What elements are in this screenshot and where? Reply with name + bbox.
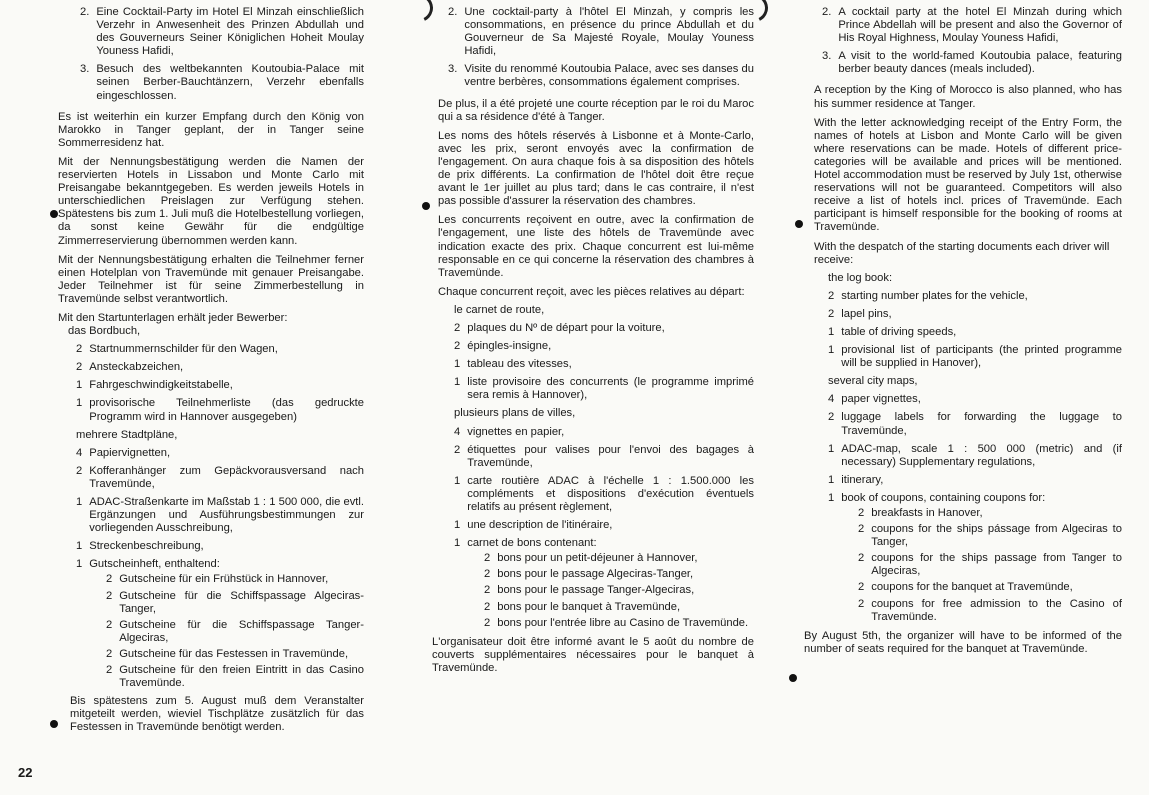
list-item: 1 liste provisoire des concurrents (le programme imprimé sera remis à Hannover), (454, 376, 754, 402)
page-number: 22 (18, 765, 33, 780)
paragraph: Les concurrents reçoivent en outre, avec la confirmation de l'engagement, une liste des hôtels de Travemünde avec indication exacte des prix. Chaque concurrent est lui-même responsable en ce qui concerne la réservation des chambres à Travemünde. (438, 214, 754, 279)
list-item: the log book: (828, 271, 893, 284)
list-item: 1 ADAC-Straßenkarte im Maßstab 1 : 1 500 000, die evtl. Ergänzungen und Ausführungsbestimmungen zur vorliegenden Ausschreibung, (76, 496, 364, 535)
coupon-item: 2 Gutscheine für die Schiffspassage Tanger-Algeciras, (106, 618, 364, 644)
bullet-dot (789, 674, 797, 682)
coupon-item: 2 bons pour un petit-déjeuner à Hannover, (484, 552, 698, 565)
final-note: By August 5th, the organizer will have to be informed of the number of seats required for the banquet at Travemünde. (804, 629, 1122, 655)
list-item: 1 Streckenbeschreibung, (76, 540, 204, 553)
french-column (432, 6, 754, 681)
list-item: 4 paper vignettes, (828, 393, 921, 406)
list-item: 2 étiquettes pour valises pour l'envoi des bagages à Travemünde, (454, 443, 754, 469)
coupon-item: 2 bons pour l'entrée libre au Casino de Travemünde. (484, 616, 749, 629)
coupon-item: 2 Gutscheine für das Festessen in Travemünde, (106, 647, 349, 660)
numbered-item: 3. A visit to the world-famed Koutoubia palace, featuring berber beauty dances (meals included). (822, 50, 1122, 76)
list-item: 1 une description de l'itinéraire, (454, 519, 613, 532)
list-item: 4 vignettes en papier, (454, 425, 565, 438)
list-intro: Chaque concurrent reçoit, avec les pièces relatives au départ: (438, 285, 745, 298)
coupon-item: 2 Gutscheine für die Schiffspassage Algeciras-Tanger, (106, 589, 364, 615)
paragraph: Mit der Nennungsbestätigung erhalten die Teilnehmer ferner einen Hotelplan von Travemünde mit genauer Preisangabe. Jeder Teilnehmer ist für seine Zimmerbestellung in Travemünde selbst verantwortlich. (58, 253, 364, 305)
list-item: 2 plaques du Nº de départ pour la voiture, (454, 321, 665, 334)
list-item: 1 book of coupons, containing coupons for: (828, 491, 1046, 504)
document-list (828, 272, 1122, 624)
list-item: several city maps, (828, 375, 918, 388)
list-item: 2 luggage labels for forwarding the luggage to Travemünde, (828, 411, 1122, 437)
list-item: 2 épingles-insigne, (454, 340, 552, 353)
paragraph: Es ist weiterhin ein kurzer Empfang durch den König von Marokko in Tanger geplant, der in Tanger seine Sommerresidenz hat. (58, 110, 364, 149)
coupon-item: 2 Gutscheine für ein Frühstück in Hannover, (106, 573, 329, 586)
list-item: 1 provisional list of participants (the printed programme will be supplied in Hanover), (828, 344, 1122, 370)
list-item: 1 Fahrgeschwindigkeitstabelle, (76, 379, 233, 392)
coupon-item: 2 breakfasts in Hanover, (858, 507, 983, 519)
list-item: 1 tableau des vitesses, (454, 358, 572, 371)
final-note: L'organisateur doit être informé avant le 5 août du nombre de couverts supplémentaires nécessaires pour le banquet à Travemünde. (432, 635, 754, 674)
list-intro: Mit den Startunterlagen erhält jeder Bewerber: (58, 311, 288, 324)
numbered-item: 2. Eine Cocktail-Party im Hotel El Minzah einschließlich Verzehr in Anwesenheit des Prinzen Abdullah und des Gouverneurs Seiner Königlichen Hoheit Moulay Youness Hafidi, (80, 6, 364, 58)
german-column (44, 6, 364, 741)
list-item: 2 Ansteckabzeichen, (76, 361, 184, 374)
coupon-list (484, 552, 754, 629)
list-item: mehrere Stadtpläne, (76, 428, 178, 441)
list-intro: With the despatch of the starting documents each driver will receive: (814, 240, 1110, 266)
bullet-dot (422, 202, 430, 210)
list-item: 1 provisorische Teilnehmerliste (das gedruckte Programm wird in Hannover ausgegeben) (76, 397, 364, 423)
final-note: Bis spätestens zum 5. August muß dem Veranstalter mitgeteilt werden, wieviel Tischplätze zusätzlich für das Festessen in Travemünde benötigt werden. (70, 695, 364, 734)
list-item: das Bordbuch, (68, 325, 141, 338)
list-item: 2 lapel pins, (828, 307, 892, 320)
numbered-item: 2. Une cocktail-party à l'hôtel El Minzah, y compris les consommations, en présence du prince Abdullah et du Gouverneur de Sa Majesté Royale, Moulay Youness Hafidi, (448, 6, 754, 58)
list-item: 4 Papiervignetten, (76, 446, 171, 459)
document-list (454, 304, 754, 630)
paragraph: A reception by the King of Morocco is also planned, who has his summer residence at Tanger. (814, 84, 1122, 110)
english-column (800, 6, 1122, 662)
coupon-list (106, 573, 364, 690)
list-item: 1 carte routière ADAC à l'échelle 1 : 1.500.000 les compléments et dispositions d'exécution éventuels relatifs au présent règlement, (454, 474, 754, 513)
coupon-item: 2 bons pour le passage Algeciras-Tanger, (484, 568, 694, 581)
document-list (68, 325, 364, 690)
coupon-list (858, 507, 1122, 624)
list-item: 1 table of driving speeds, (828, 325, 957, 338)
numbered-item: 3. Visite du renommé Koutoubia Palace, avec ses danses du ventre berbères, consommations également comprises. (448, 63, 754, 89)
coupon-item: 2 Gutscheine für den freien Eintritt in das Casino Travemünde. (106, 664, 364, 690)
list-item: 1 ADAC-map, scale 1 : 500 000 (metric) and (if necessary) Supplementary regulations, (828, 442, 1122, 468)
coupon-item: 2 coupons for the ships pássage from Algeciras to Tanger, (858, 523, 1122, 549)
list-item: 2 starting number plates for the vehicle, (828, 289, 1028, 302)
coupon-item: 2 bons pour le passage Tanger-Algeciras, (484, 584, 695, 597)
list-item: le carnet de route, (454, 303, 545, 316)
coupon-item: 2 coupons for free admission to the Casino of Travemünde. (858, 597, 1122, 623)
coupon-item: 2 coupons for the banquet at Travemünde, (858, 581, 1073, 594)
list-item: plusieurs plans de villes, (454, 407, 576, 420)
paragraph: With the letter acknowledging receipt of the Entry Form, the names of hotels at Lisbon and Monte Carlo will be given where reservations can be made. Hotels of different price-categories will be available and prices will be mentioned. Hotel accommodation must be reserved by July 1st, otherwise reservations will not be guaranteed. Competitors will also receive a list of hotels incl. prices of Travemünde. Each participant is himself responsible for the booking of rooms at Travemünde. (814, 116, 1122, 234)
list-item: 1 carnet de bons contenant: (454, 537, 597, 550)
coupon-item: 2 coupons for the ships passage from Tanger to Algeciras, (858, 552, 1122, 578)
list-item: 1 itinerary, (828, 473, 884, 486)
paragraph: Les noms des hôtels réservés à Lisbonne et à Monte-Carlo, avec les prix, seront envoyés avec la confirmation de l'engagement. On aura chaque fois à sa disposition des hôtels de prix différents. La confirmation de l'hôtel doit être reçue avant le 1er juillet au plus tard; dans le cas contraire, il n'est pas possible d'assurer la réservation des chambres. (438, 129, 754, 208)
numbered-item: 2. A cocktail party at the hotel El Minzah during which Prince Abdellah will be present and also the Governor of His Royal Highness, Moulay Youness Hafidi, (822, 6, 1122, 45)
numbered-item: 3. Besuch des weltbekannten Koutoubia-Palace mit seinen Berber-Bauchtänzern, Verzehr ebenfalls eingeschlossen. (80, 63, 364, 102)
paragraph: De plus, il a été projeté une courte réception par le roi du Maroc qui a sa résidence d'été à Tanger. (438, 97, 754, 123)
list-item: 2 Startnummernschilder für den Wagen, (76, 343, 278, 356)
list-item: 2 Kofferanhänger zum Gepäckvorausversand nach Travemünde, (76, 464, 364, 490)
list-item: 1 Gutscheinheft, enthaltend: (76, 558, 220, 571)
coupon-item: 2 bons pour le banquet à Travemünde, (484, 600, 681, 613)
paragraph: Mit der Nennungsbestätigung werden die Namen der reservierten Hotels in Lissabon und Monte Carlo mit Preisangabe bekanntgegeben. Es werden jeweils Hotels in unterschiedlichen Preislagen zur Verfügung stehen. Spätestens bis zum 1. Juli muß die Hotelbestellung vorliegen, da sonst keine Gewähr für die endgültige Zimmerreservierung übernommen werden kann. (58, 155, 364, 247)
